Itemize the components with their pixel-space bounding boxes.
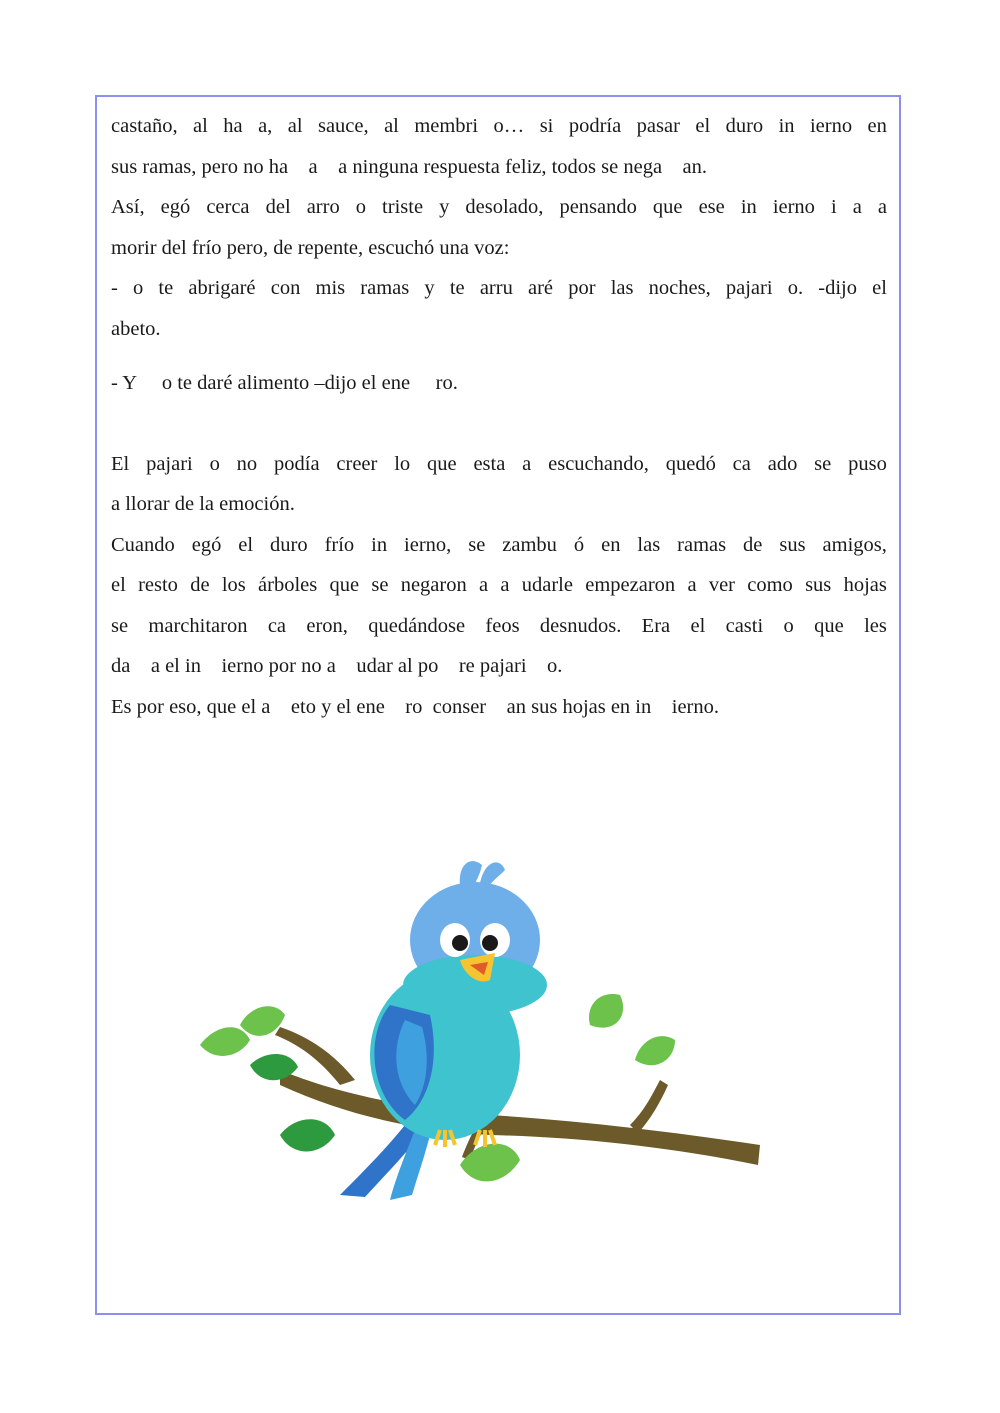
story-word: duro [270,533,308,556]
story-line: morir del frío pero, de repente, escuchó una voz: [111,236,510,259]
story-word: abrigaré [188,277,256,299]
story-word: ramas [677,533,727,556]
story-word: árboles [258,574,318,596]
story-word: en [601,533,621,556]
story-word: in [371,533,388,556]
story-word: del [265,196,291,218]
story-word: que [814,614,844,637]
story-word: in [778,115,795,137]
story-word: triste [382,196,424,218]
story-word: al [384,115,399,137]
story-word: Cuando [111,533,175,556]
story-word: arru [479,277,513,299]
story-word: creer [336,452,378,475]
story-word: resto [138,574,178,596]
story-word: a [687,574,697,596]
story-word: podía [274,452,320,475]
story-word: ramas [360,277,410,299]
story-word: El [111,452,130,475]
story-word: i [830,196,837,218]
story-word: que [427,452,457,475]
story-word: el [111,574,126,596]
story-word: Así, [111,196,145,218]
story-word: les [864,614,887,637]
story-word: castaño, [111,115,178,137]
story-word: Era [641,614,671,637]
story-word: que [329,574,360,596]
story-word: al [193,115,208,137]
story-word: cerca [206,196,250,218]
story-word: quedándose [368,614,466,637]
story-word: ver [708,574,735,596]
story-word: de [190,574,210,596]
story-line: - Y o te daré alimento –dijo el ene ro. [111,372,458,394]
story-word: desnudos. [539,614,622,637]
story-word: escuchando, [548,452,649,475]
story-word: zambu [502,533,557,556]
story-word: noches, [648,277,711,299]
story-word: casti [725,614,764,637]
story-word: ó [573,533,585,556]
story-word: o [209,452,220,475]
story-line: abeto. [111,317,161,340]
story-line [111,565,887,606]
story-word: pajari [146,452,193,475]
story-word: con [270,277,301,299]
story-word: arro [306,196,340,218]
story-word: a [500,574,510,596]
story-word: mis [315,277,346,299]
story-word: ierno [772,196,815,218]
story-word: pensando [559,196,637,218]
story-word: frío [324,533,355,556]
story-line [111,268,887,309]
story-word: ca [267,614,287,637]
story-word: o [355,196,366,218]
story-word: a, [258,115,273,137]
story-word: desolado, [465,196,544,218]
story-word: no [236,452,258,475]
story-word: marchitaron [148,614,248,637]
story-word: sus [779,533,806,556]
story-word: te [158,277,174,299]
story-word: ierno [809,115,853,137]
story-word: a [852,196,862,218]
story-word: egó [160,196,191,218]
story-word: ado [767,452,798,475]
story-word: por [568,277,596,299]
story-word: ca [732,452,751,475]
story-word: que [652,196,683,218]
story-line [111,606,887,647]
story-word: las [637,533,661,556]
story-word: negaron [400,574,467,596]
story-word: o. [787,277,804,299]
story-word: sus [805,574,832,596]
story-word: pasar [636,115,680,137]
story-word: se [111,614,129,637]
story-word: esta [473,452,506,475]
story-word: amigos, [822,533,887,556]
story-word: - [111,277,118,299]
story-word: sauce, [317,115,369,137]
story-word: duro [725,115,764,137]
story-word: ese [698,196,725,218]
story-word: y [424,277,435,299]
story-word: -dijo [818,277,857,299]
story-word: aré [528,277,554,299]
story-word: feos [485,614,520,637]
story-word: y [439,196,450,218]
story-word: o… [493,115,525,137]
story-line: a llorar de la emoción. [111,493,295,515]
story-word: las [610,277,634,299]
story-word: in [740,196,757,218]
story-word: te [449,277,465,299]
story-word: eron, [306,614,348,637]
story-word: o [133,277,144,299]
story-word: empezaron [585,574,676,596]
story-word: lo [394,452,411,475]
bluebird-on-branch-icon [190,845,780,1205]
story-word: podría [568,115,622,137]
story-word: a [479,574,489,596]
story-word: ha [223,115,243,137]
story-line: sus ramas, pero no ha a a ninguna respuesta feliz, todos se nega an. [111,155,708,178]
story-word: quedó [665,452,716,475]
story-word: se [371,574,389,596]
story-word: udarle [521,574,573,596]
story-word: ierno, [404,533,452,556]
story-word: el [695,115,711,137]
story-line [111,106,887,147]
story-word: los [221,574,246,596]
story-line: da a el in ierno por no a udar al po re pajari o. [111,655,563,677]
story-word: en [867,115,887,137]
story-line: Es por eso, que el a eto y el ene ro conser an sus hojas en in ierno. [111,695,720,718]
story-line [111,444,887,485]
story-word: pajari [725,277,773,299]
story-word: el [690,614,706,637]
story-word: como [747,574,793,596]
story-word: a [522,452,532,475]
story-word: el [872,277,887,299]
story-line [111,525,887,566]
story-word: puso [848,452,887,475]
story-word: si [539,115,554,137]
story-word: membri [414,115,479,137]
story-word: o [783,614,794,637]
story-word: de [743,533,763,556]
story-word: se [814,452,832,475]
story-word: a [877,196,887,218]
story-word: al [287,115,303,137]
story-word: se [468,533,486,556]
story-text [111,106,887,727]
story-word: egó [191,533,222,556]
story-word: el [238,533,254,556]
story-word: hojas [843,574,887,596]
story-line [111,187,887,228]
